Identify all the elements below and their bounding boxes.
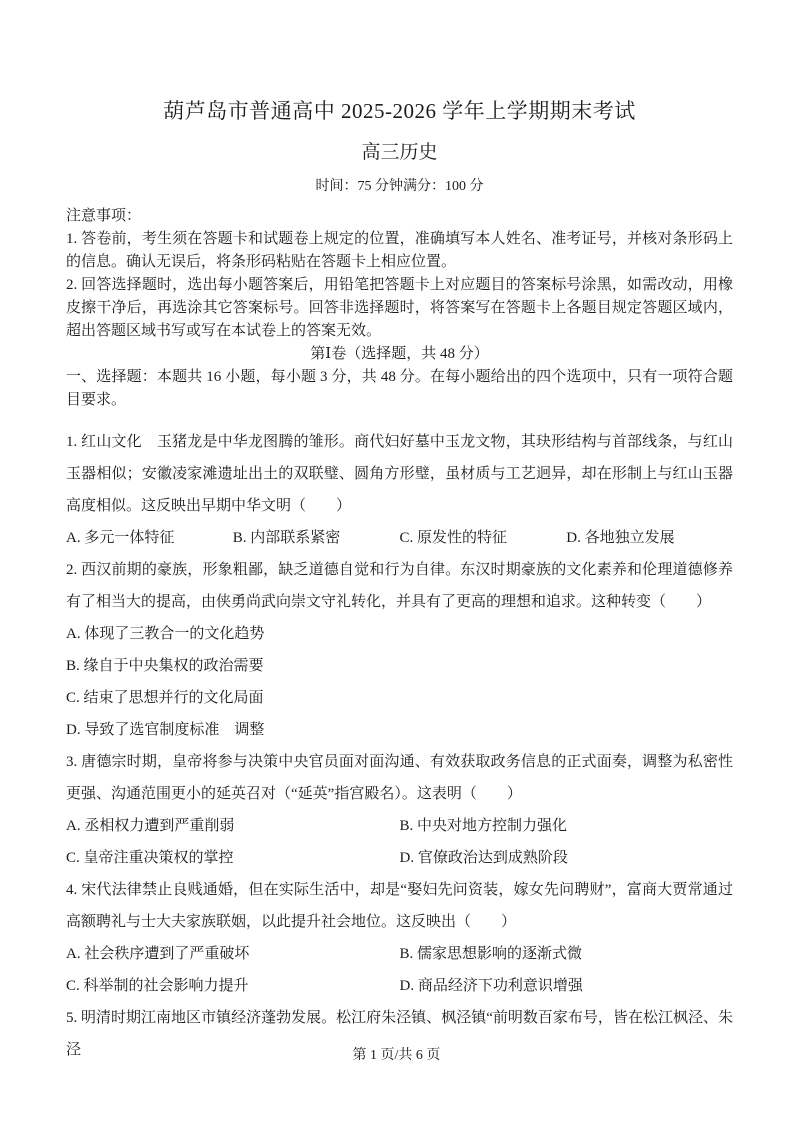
question-3-stem: 3. 唐德宗时期，皇帝将参与决策中央官员面对面沟通、有效获取政务信息的正式面奏，调整为私密性更强、沟通范围更小的延英召对（“延英”指宫殿名）。这表明（ ） xyxy=(66,754,733,802)
question-3-options xyxy=(66,810,733,874)
question-3-option-b: B. 中央对地方控制力强化 xyxy=(399,818,568,834)
notice-item-1: 1. 答卷前，考生须在答题卡和试题卷上规定的位置，准确填写本人姓名、准考证号，并核对条形码上的信息。确认无误后，将条形码粘贴在答题卡上相应位置。 xyxy=(66,231,733,270)
question-1-option-a: A. 多元一体特征 xyxy=(66,530,175,546)
question-4-option-b: B. 儒家思想影响的逐渐式微 xyxy=(399,946,583,962)
question-1-stem: 1. 红山文化 玉猪龙是中华龙图腾的雏形。商代妇好墓中玉龙文物，其玦形结构与首部线条，与红山玉器相似；安徽凌家滩遗址出土的双联璧、圆角方形璧，虽材质与工艺迥异，却在形制上与红山玉器高度相似。这反映出早期中华文明（ ） xyxy=(66,434,733,514)
exam-title: 葫芦岛市普通高中 2025-2026 学年上学期期末考试 xyxy=(163,99,636,123)
question-2-option-a: A. 体现了三教合一的文化趋势 xyxy=(66,626,265,642)
time-score-line: 时间：75 分钟满分：100 分 xyxy=(315,179,484,194)
notice-section xyxy=(66,205,733,343)
question-4-options xyxy=(66,938,733,1002)
question-list xyxy=(66,426,733,1066)
page-footer: 第 1 页/共 6 页 xyxy=(352,1048,441,1063)
exam-subject: 高三历史 xyxy=(361,142,438,163)
question-5-stem: 5. 明清时期江南地区市镇经济蓬勃发展。松江府朱泾镇、枫泾镇“前明数百家布号，皆在松江枫泾、朱泾 xyxy=(66,1010,733,1058)
question-2-option-b: B. 缘自于中央集权的政治需要 xyxy=(66,658,264,674)
notice-heading: 注意事项： xyxy=(66,208,142,224)
section-one-instructions: 一、选择题：本题共 16 小题，每小题 3 分，共 48 分。在每小题给出的四个选项中，只有一项符合题目要求。 xyxy=(66,369,733,408)
question-2-options xyxy=(66,618,733,746)
question-3-option-d: D. 官僚政治达到成熟阶段 xyxy=(399,850,568,866)
question-1-options xyxy=(66,522,733,554)
question-3 xyxy=(66,746,733,874)
question-2-option-d: D. 导致了选官制度标准 调整 xyxy=(66,722,265,738)
question-2 xyxy=(66,554,733,746)
question-1-option-d: D. 各地独立发展 xyxy=(566,530,675,546)
question-3-option-c: C. 皇帝注重决策权的掌控 xyxy=(66,850,234,866)
question-4-option-c: C. 科举制的社会影响力提升 xyxy=(66,978,249,994)
question-3-option-a: A. 丞相权力遭到严重削弱 xyxy=(66,818,235,834)
question-4 xyxy=(66,874,733,1002)
question-1 xyxy=(66,426,733,554)
question-1-option-b: B. 内部联系紧密 xyxy=(232,530,341,546)
section-one-title: 第Ⅰ卷（选择题，共 48 分） xyxy=(310,346,489,362)
question-2-stem: 2. 西汉前期的豪族，形象粗鄙，缺乏道德自觉和行为自律。东汉时期豪族的文化素养和伦理道德修养有了相当大的提高，由侠勇尚武向崇文守礼转化，并具有了更高的理想和追求。这种转变（ ） xyxy=(66,562,733,610)
notice-item-2: 2. 回答选择题时，选出每小题答案后，用铅笔把答题卡上对应题目的答案标号涂黑，如需改动，用橡皮擦干净后，再选涂其它答案标号。回答非选择题时，将答案写在答题卡上各题目规定答题区域内，超出答题区域书写或写在本试卷上的答案无效。 xyxy=(66,277,733,339)
question-4-stem: 4. 宋代法律禁止良贱通婚，但在实际生活中，却是“娶妇先问资装，嫁女先问聘财”，富商大贾常通过高额聘礼与士大夫家族联姻，以此提升社会地位。这反映出（ ） xyxy=(66,882,733,930)
question-4-option-a: A. 社会秩序遭到了严重破坏 xyxy=(66,946,250,962)
question-2-option-c: C. 结束了思想并行的文化局面 xyxy=(66,690,264,706)
question-1-option-c: C. 原发性的特征 xyxy=(399,530,508,546)
question-4-option-d: D. 商品经济下功利意识增强 xyxy=(399,978,583,994)
